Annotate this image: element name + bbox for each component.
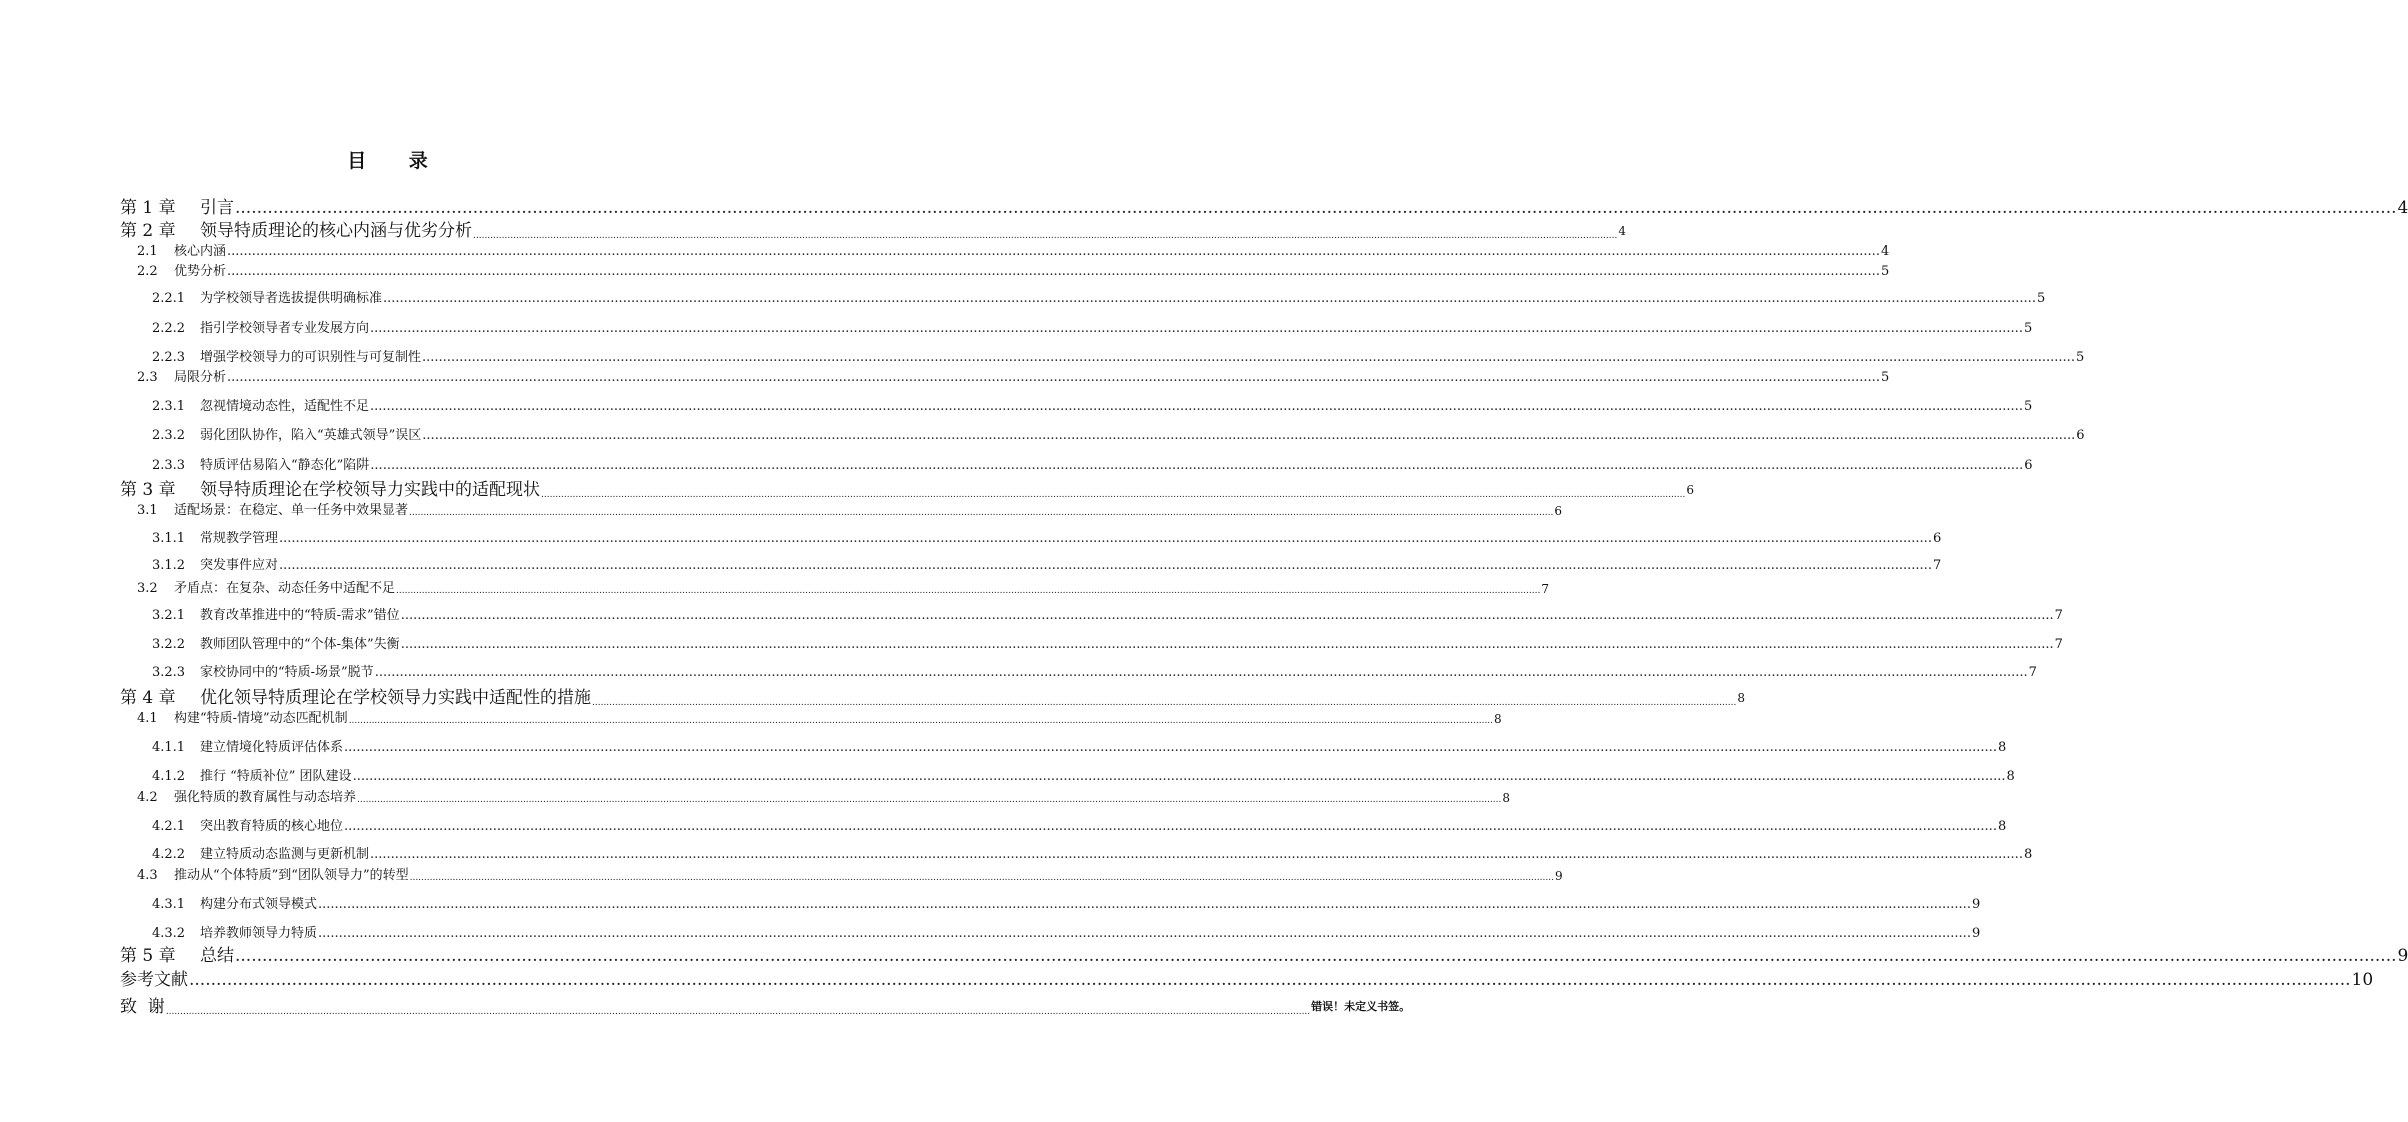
toc-entry-title: 指引学校领导者专业发展方向	[200, 321, 370, 336]
toc-leader-dots: ................................................................................................................................................................................................................................................................................................................................................................................................................	[227, 244, 1880, 259]
toc-entry-title: 引言	[200, 198, 234, 218]
toc-entry[interactable]	[120, 968, 2374, 992]
toc-entry-label	[137, 789, 356, 807]
toc-entry-number: 3.2.2	[152, 637, 186, 652]
toc-page-number: 8	[2023, 847, 2033, 862]
toc-entry-number: 3.1.2	[152, 558, 186, 573]
toc-entry[interactable]	[152, 427, 2085, 445]
toc-entry-title: 强化特质的教育属性与动态培养	[174, 790, 357, 805]
toc-entry-number: 4.3.2	[152, 926, 186, 941]
toc-entry[interactable]	[120, 995, 1411, 1019]
toc-entry-title: 弱化团队协作，陷入“英雄式领导”误区	[200, 428, 422, 443]
toc-entry[interactable]	[137, 580, 1549, 598]
toc-leader-dots: ................................................................................................................................................................................................................................................................................................................................................................................................................	[279, 558, 1932, 573]
toc-leader-dots: ................................................................................................................................................................................................................................................................................................................................................................................................................	[383, 291, 2036, 306]
toc-page-number: 6	[1686, 483, 1694, 497]
toc-entry-label	[152, 320, 369, 338]
toc-entry-title: 领导特质理论在学校领导力实践中的适配现状	[200, 480, 540, 500]
toc-page-number: 4	[1618, 224, 1626, 238]
toc-entry[interactable]	[152, 636, 2063, 654]
toc-entry[interactable]	[137, 243, 1890, 261]
toc-leader-dots: ................................................................................................................................................................................................................................................................................................................................................................................................................	[357, 795, 1502, 805]
toc-page-number: 9	[1971, 926, 1981, 941]
toc-entry-label	[137, 867, 409, 885]
toc-entry-label	[120, 995, 165, 1019]
toc-entry-number: 第 2 章	[120, 221, 176, 241]
toc-leader-dots: ................................................................................................................................................................................................................................................................................................................................................................................................................	[400, 608, 2054, 623]
toc-entry-number: 3.1	[137, 503, 158, 518]
toc-leader-dots: ................................................................................................................................................................................................................................................................................................................................................................................................................	[409, 508, 1554, 518]
toc-entry-title: 推动从“个体特质”到“团队领导力”的转型	[174, 868, 409, 883]
toc-page-number: 5	[1880, 370, 1890, 385]
toc-entry-title: 建立特质动态监测与更新机制	[200, 847, 370, 862]
toc-entry-label	[152, 739, 343, 757]
toc-leader-dots: ................................................................................................................................................................................................................................................................................................................................................................................................................	[422, 428, 2076, 443]
toc-entry-label	[120, 219, 472, 243]
toc-entry[interactable]	[137, 263, 1890, 281]
toc-entry-number: 2.3.3	[152, 458, 186, 473]
toc-page-number: 6	[1932, 531, 1942, 546]
toc-page-number: 错误！未定义书签。	[1311, 1000, 1411, 1013]
toc-entry-label	[152, 636, 400, 654]
toc-entry[interactable]	[120, 478, 1694, 502]
toc-entry[interactable]	[152, 557, 1942, 575]
toc-entry-number: 2.2.3	[152, 350, 186, 365]
toc-entry[interactable]	[152, 290, 2046, 308]
toc-leader-dots: ................................................................................................................................................................................................................................................................................................................................................................................................................	[422, 350, 2075, 365]
toc-entry-number: 3.2.1	[152, 608, 186, 623]
toc-entry-title: 忽视情境动态性，适配性不足	[200, 399, 370, 414]
toc-entry-label	[152, 896, 317, 914]
toc-entry-label	[152, 349, 421, 367]
toc-page-number: 7	[2054, 608, 2063, 623]
toc-entry-title: 突出教育特质的核心地位	[200, 819, 344, 834]
toc-entry[interactable]	[137, 710, 1502, 728]
toc-entry-number: 2.2.2	[152, 321, 186, 336]
toc-entry-title: 增强学校领导力的可识别性与可复制性	[200, 350, 422, 365]
toc-entry-number: 2.3.1	[152, 399, 186, 414]
toc-leader-dots: ................................................................................................................................................................................................................................................................................................................................................................................................................	[541, 490, 1686, 500]
toc-entry-label	[120, 944, 234, 968]
toc-leader-dots: ................................................................................................................................................................................................................................................................................................................................................................................................................	[344, 819, 1997, 834]
toc-leader-dots: ................................................................................................................................................................................................................................................................................................................................................................................................................	[227, 370, 1880, 385]
toc-entry-title: 致 谢	[120, 997, 165, 1017]
toc-leader-dots: ................................................................................................................................................................................................................................................................................................................................................................................................................	[189, 970, 2351, 990]
toc-page-number: 8	[1997, 819, 2007, 834]
toc-entry[interactable]	[152, 818, 2007, 836]
toc-entry-title: 领导特质理论的核心内涵与优劣分析	[200, 221, 472, 241]
toc-entry-label	[137, 369, 226, 387]
toc-entry[interactable]	[152, 530, 1942, 548]
toc-entry-title: 建立情境化特质评估体系	[200, 740, 344, 755]
toc-entry-title: 参考文献	[120, 970, 188, 990]
toc-entry-title: 构建“特质-情境”动态匹配机制	[174, 711, 348, 726]
toc-page-number: 6	[2024, 458, 2033, 473]
toc-entry[interactable]	[137, 369, 1890, 387]
toc-entry[interactable]	[152, 925, 1981, 943]
toc-entry[interactable]	[152, 768, 2015, 786]
toc-entry-title: 常规教学管理	[200, 531, 279, 546]
toc-leader-dots: ................................................................................................................................................................................................................................................................................................................................................................................................................	[473, 231, 1618, 241]
toc-entry-label	[152, 664, 374, 682]
toc-entry-label	[137, 243, 226, 261]
toc-entry-number: 2.2	[137, 264, 158, 279]
toc-entry-title: 教师团队管理中的“个体-集体”失衡	[200, 637, 400, 652]
toc-entry[interactable]	[152, 320, 2033, 338]
toc-entry[interactable]	[152, 349, 2085, 367]
toc-entry-label	[152, 768, 352, 786]
toc-page-number: 9	[1971, 897, 1981, 912]
toc-page-number: 8	[1502, 791, 1510, 805]
toc-entry-title: 矛盾点：在复杂、动态任务中适配不足	[174, 581, 396, 596]
toc-entry-label	[152, 846, 369, 864]
toc-entry-number: 第 4 章	[120, 688, 176, 708]
toc-leader-dots: ................................................................................................................................................................................................................................................................................................................................................................................................................	[352, 769, 2006, 784]
toc-entry-title: 适配场景：在稳定、单一任务中效果显著	[174, 503, 409, 518]
toc-leader-dots: ................................................................................................................................................................................................................................................................................................................................................................................................................	[279, 531, 1932, 546]
toc-entry-title: 优势分析	[174, 264, 227, 279]
toc-entry-number: 第 1 章	[120, 198, 176, 218]
toc-entry[interactable]	[152, 664, 2037, 682]
toc-entry-label	[152, 398, 369, 416]
toc-entry[interactable]	[152, 607, 2063, 625]
toc-entry[interactable]	[152, 846, 2033, 864]
toc-entry-title: 特质评估易陷入“静态化”陷阱	[200, 458, 370, 473]
toc-entry-title: 构建分布式领导模式	[200, 897, 318, 912]
toc-page-number: 8	[2006, 769, 2015, 784]
toc-leader-dots: ................................................................................................................................................................................................................................................................................................................................................................................................................	[370, 321, 2023, 336]
toc-leader-dots: ................................................................................................................................................................................................................................................................................................................................................................................................................	[318, 897, 1971, 912]
toc-entry-label	[120, 686, 591, 710]
toc-entry-number: 4.1.2	[152, 769, 186, 784]
toc-entry-number: 第 3 章	[120, 480, 176, 500]
toc-entry-number: 4.2	[137, 790, 158, 805]
toc-entry-number: 4.2.2	[152, 847, 186, 862]
toc-entry-title: 家校协同中的“特质-场景”脱节	[200, 665, 374, 680]
toc-entry-number: 4.1	[137, 711, 158, 726]
toc-page-number: 4	[2397, 198, 2408, 218]
toc-page-number: 6	[1554, 504, 1562, 518]
toc-entry-number: 4.1.1	[152, 740, 186, 755]
toc-entry[interactable]	[137, 789, 1510, 807]
toc-page-number: 8	[1997, 740, 2007, 755]
toc-leader-dots: ................................................................................................................................................................................................................................................................................................................................................................................................................	[318, 926, 1971, 941]
toc-entry-title: 推行 “特质补位” 团队建设	[200, 769, 352, 784]
toc-entry-number: 2.1	[137, 244, 158, 259]
toc-entry-title: 培养教师领导力特质	[200, 926, 318, 941]
toc-entry-number: 4.2.1	[152, 819, 186, 834]
toc-entry[interactable]	[120, 944, 2408, 968]
toc-entry-label	[152, 290, 382, 308]
toc-entry-title: 突发事件应对	[200, 558, 279, 573]
toc-page-number: 7	[1541, 582, 1549, 596]
toc-entry[interactable]	[152, 739, 2007, 757]
toc-entry-label	[152, 530, 278, 548]
toc-leader-dots: ................................................................................................................................................................................................................................................................................................................................................................................................................	[227, 264, 1880, 279]
toc-entry-title: 教育改革推进中的“特质-需求”错位	[200, 608, 400, 623]
toc-entry-title: 优化领导特质理论在学校领导力实践中适配性的措施	[200, 688, 591, 708]
toc-entry-number: 3.2	[137, 581, 158, 596]
toc-entry[interactable]	[152, 398, 2033, 416]
toc-entry-label	[152, 818, 343, 836]
toc-entry-number: 2.2.1	[152, 291, 186, 306]
toc-leader-dots: ................................................................................................................................................................................................................................................................................................................................................................................................................	[400, 637, 2054, 652]
toc-entry[interactable]	[137, 502, 1562, 520]
toc-page-number: 9	[2397, 946, 2408, 966]
toc-page-number: 5	[2036, 291, 2046, 306]
toc-entry-number: 4.3.1	[152, 897, 186, 912]
toc-entry-label	[137, 710, 348, 728]
toc-leader-dots: ................................................................................................................................................................................................................................................................................................................................................................................................................	[370, 458, 2024, 473]
toc-entry-label	[137, 502, 408, 520]
toc-page-number: 9	[1554, 869, 1563, 883]
toc-leader-dots: ................................................................................................................................................................................................................................................................................................................................................................................................................	[344, 740, 1997, 755]
toc-page-number: 8	[1737, 691, 1745, 705]
toc-entry-label	[137, 580, 395, 598]
toc-page-number: 6	[2076, 428, 2085, 443]
toc-entry-label	[152, 457, 369, 475]
toc-leader-dots: ................................................................................................................................................................................................................................................................................................................................................................................................................	[370, 847, 2023, 862]
toc-page-number: 5	[2023, 321, 2033, 336]
toc-leader-dots: ................................................................................................................................................................................................................................................................................................................................................................................................................	[409, 873, 1554, 883]
toc-leader-dots: ................................................................................................................................................................................................................................................................................................................................................................................................................	[592, 698, 1737, 708]
toc-entry-label	[152, 427, 421, 445]
toc-title: 目 录	[347, 150, 446, 172]
toc-entry[interactable]	[120, 196, 2408, 220]
toc-page-number: 4	[1880, 244, 1890, 259]
toc-page-number: 7	[2054, 637, 2063, 652]
toc-leader-dots: ................................................................................................................................................................................................................................................................................................................................................................................................................	[370, 399, 2023, 414]
toc-entry[interactable]	[120, 686, 1745, 710]
toc-entry-label	[120, 196, 234, 220]
toc-entry-title: 为学校领导者选拔提供明确标准	[200, 291, 383, 306]
toc-leader-dots: ................................................................................................................................................................................................................................................................................................................................................................................................................	[235, 198, 2397, 218]
toc-entry-title: 总结	[200, 946, 234, 966]
toc-entry-number: 3.1.1	[152, 531, 186, 546]
toc-leader-dots: ................................................................................................................................................................................................................................................................................................................................................................................................................	[348, 716, 1494, 726]
toc-page-number: 5	[1880, 264, 1890, 279]
toc-entry-label	[152, 607, 400, 625]
toc-entry[interactable]	[152, 896, 1981, 914]
toc-entry-label	[120, 478, 540, 502]
toc-entry-label	[152, 557, 278, 575]
toc-entry-title: 局限分析	[174, 370, 227, 385]
toc-page-number: 7	[2028, 665, 2037, 680]
toc-entry[interactable]	[152, 457, 2033, 475]
toc-page-number: 5	[2075, 350, 2085, 365]
toc-entry-label	[120, 968, 188, 992]
toc-entry-number: 2.3.2	[152, 428, 186, 443]
toc-entry[interactable]	[120, 219, 1626, 243]
toc-leader-dots: ................................................................................................................................................................................................................................................................................................................................................................................................................	[165, 1007, 1311, 1017]
toc-entry[interactable]	[137, 867, 1563, 885]
toc-entry-title: 核心内涵	[174, 244, 227, 259]
toc-leader-dots: ................................................................................................................................................................................................................................................................................................................................................................................................................	[374, 665, 2028, 680]
toc-entry-label	[152, 925, 317, 943]
toc-page-number: 10	[2351, 970, 2374, 990]
toc-page-number: 8	[1494, 712, 1502, 726]
toc-page-number: 5	[2023, 399, 2033, 414]
toc-leader-dots: ................................................................................................................................................................................................................................................................................................................................................................................................................	[396, 586, 1541, 596]
toc-entry-label	[137, 263, 226, 281]
toc-page-number: 7	[1932, 558, 1942, 573]
toc-entry-number: 3.2.3	[152, 665, 186, 680]
toc-entry-number: 第 5 章	[120, 946, 176, 966]
toc-leader-dots: ................................................................................................................................................................................................................................................................................................................................................................................................................	[235, 946, 2397, 966]
toc-entry-number: 4.3	[137, 868, 158, 883]
toc-entry-number: 2.3	[137, 370, 158, 385]
